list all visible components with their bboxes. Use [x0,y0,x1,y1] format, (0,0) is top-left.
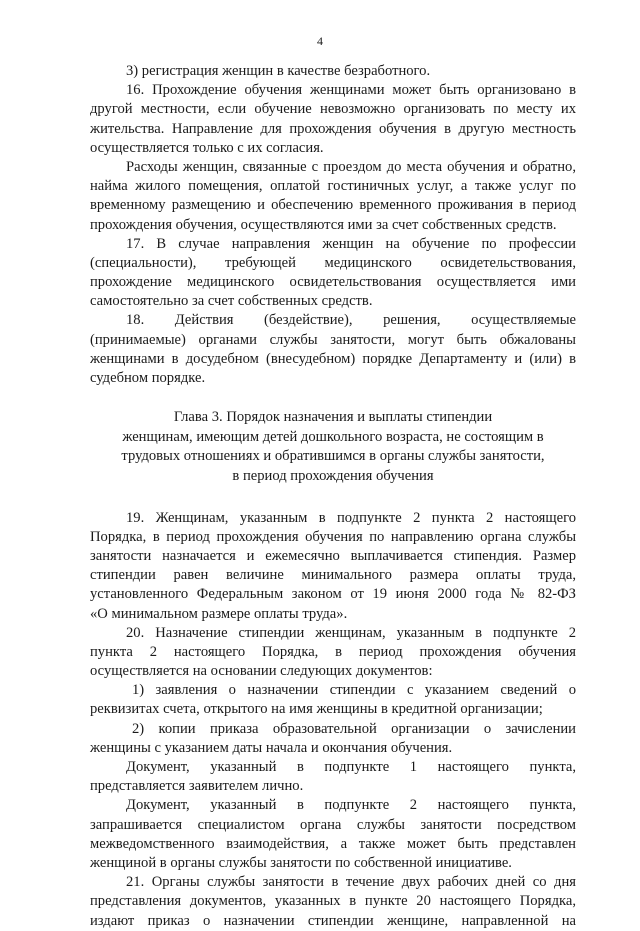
chapter-heading-line-3: трудовых отношениях и обратившимся в органы службы занятости, [121,448,545,465]
paragraph-expenses-line-3: временному размещению и обеспечению временного проживания в период [90,197,576,214]
paragraph-17-line-4: самостоятельно за счет собственных средств. [90,293,373,310]
chapter-heading-line-2: женщинам, имеющим детей дошкольного возраста, не состоящим в [122,428,544,445]
paragraph-21-line-3: издают приказ о назначении стипендии женщине, направленной на [90,912,576,929]
paragraph-21-line-2: представления документов, указанных в пункте 20 настоящего Порядка, [90,893,576,910]
paragraph-expenses-line-1: Расходы женщин, связанные с проездом до места обучения и обратно, [126,158,576,175]
chapter-heading-line-4: в период прохождения обучения [232,467,434,484]
paragraph-20-line-3: осуществляется на основании следующих документов: [90,663,433,680]
document-2-line-3: межведомственного взаимодействия, а также может быть представлен [90,835,576,852]
list-item-3: 3) регистрация женщин в качестве безработного. [126,63,431,79]
paragraph-19-line-2: Порядка, в период прохождения обучения по направлению органа службы [90,528,576,545]
paragraph-19-line-1: 19. Женщинам, указанным в подпункте 2 пункта 2 настоящего [126,509,576,526]
paragraph-20-line-1: 20. Назначение стипендии женщинам, указанным в подпункте 2 [126,624,576,641]
paragraph-16-line-2: другой местности, если обучение невозможно организовать по месту их [90,101,576,118]
document-2-line-2: запрашивается специалистом органа службы занятости посредством [90,816,576,833]
document-1-line-2: представляется заявителем лично. [90,778,304,795]
paragraph-19-line-5: установленного Федеральным законом от 19 июня 2000 года № 82-ФЗ [90,586,576,603]
paragraph-18-line-1: 18. Действия (бездействие), решения, осуществляемые [126,312,576,329]
document-2-line-4: женщиной в органы службы занятости по собственной инициативе. [90,854,512,871]
chapter-heading-line-1: Глава 3. Порядок назначения и выплаты стипендии [173,409,493,426]
paragraph-17-line-2: (специальности), требующей медицинского освидетельствования, [90,254,576,271]
document-2-line-1: Документ, указанный в подпункте 2 настоящего пункта, [126,797,576,814]
paragraph-18-line-3: женщинами в досудебном (внесудебном) порядке Департаменту и (или) в [90,350,576,367]
paragraph-expenses-line-4: прохождения обучения, осуществляются ими за счет собственных средств. [90,216,557,233]
document-1-line-1: Документ, указанный в подпункте 1 настоящего пункта, [126,759,576,775]
subitem-2-line-2: женщины с указанием даты начала и окончания обучения. [90,739,453,756]
subitem-1-line-1: 1) заявления о назначении стипендии с указанием сведений о [132,682,576,699]
paragraph-16-line-4: осуществляется только с их согласия. [90,139,324,156]
document-body [90,62,576,931]
paragraph-19-line-6: «О минимальном размере оплаты труда». [90,605,348,622]
paragraph-17-line-1: 17. В случае направления женщин на обучение по профессии [126,235,576,252]
paragraph-16-line-3: жительства. Направление для прохождения обучения в другую местность [90,120,576,137]
paragraph-17-line-3: прохождение медицинского освидетельствования осуществляется ими [90,274,576,291]
paragraph-18-line-4: судебном порядке. [90,370,206,386]
paragraph-21-line-1: 21. Органы службы занятости в течение двух рабочих дней со дня [126,874,576,891]
paragraph-19-line-3: занятости назначается и ежемесячно выплачивается стипендия. Размер [90,547,576,564]
paragraph-expenses-line-2: найма жилого помещения, оплатой гостиничных услуг, а также услуг по [90,178,576,195]
subitem-1-line-2: реквизитах счета, открытого на имя женщины в кредитной организации; [90,701,543,718]
paragraph-18-line-2: (принимаемые) органами службы занятости, могут быть обжалованы [90,331,576,348]
page-number: 4 [317,34,323,48]
paragraph-19-line-4: стипендии равен величине минимального размера оплаты труда, [90,567,576,584]
paragraph-16-line-1: 16. Прохождение обучения женщинами может быть организовано в [126,82,576,99]
subitem-2-line-1: 2) копии приказа образовательной организации о зачислении [132,720,576,737]
paragraph-20-line-2: пункта 2 настоящего Порядка, в период прохождения обучения [90,643,576,660]
